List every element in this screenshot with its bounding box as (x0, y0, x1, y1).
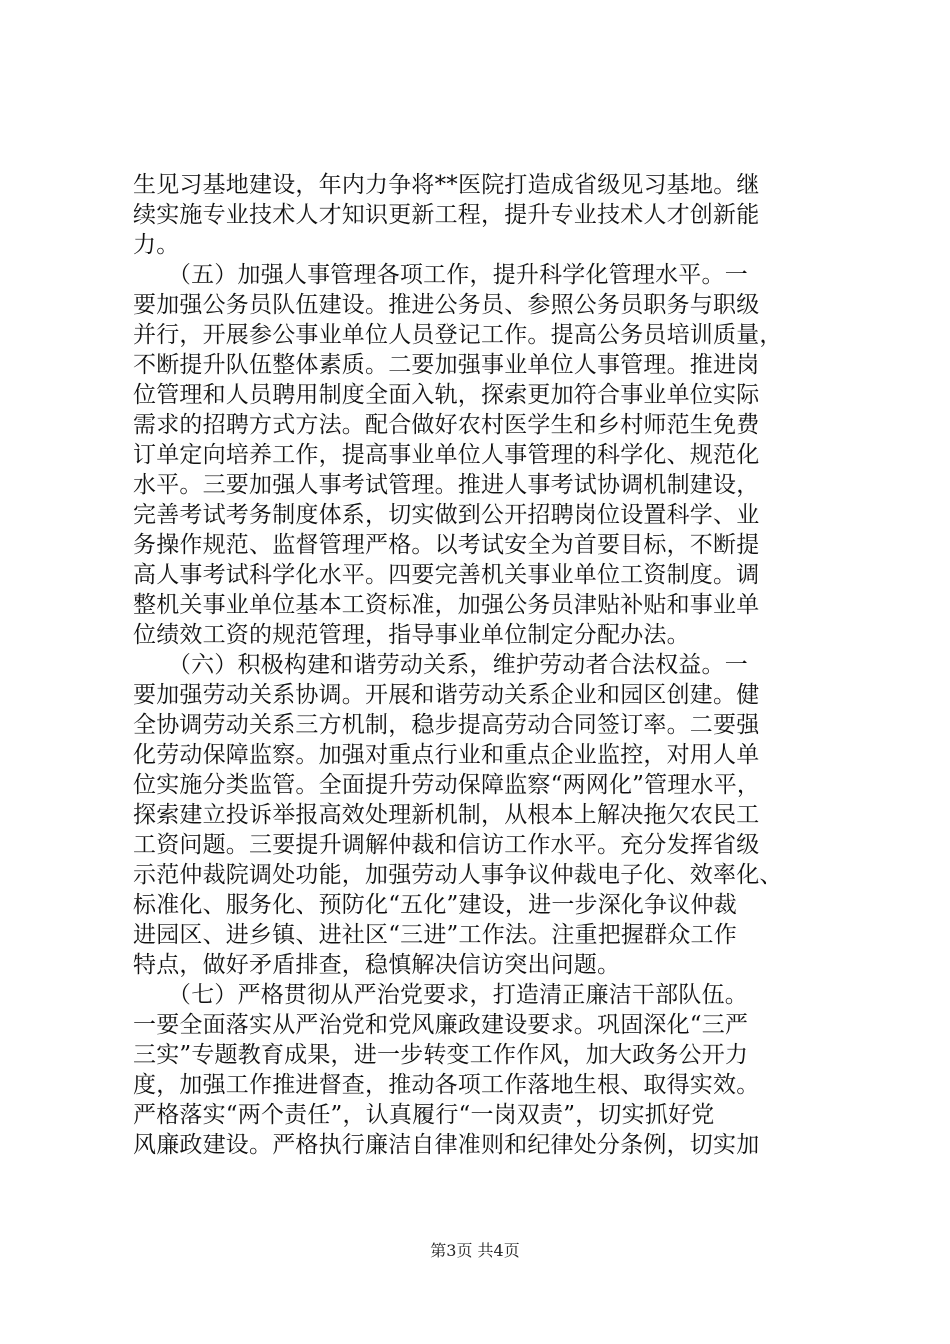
body-text (133, 170, 833, 1160)
text-line: 探索建立投诉举报高效处理新机制，从根本上解决拖欠农民工 (133, 802, 760, 828)
text-line: 不断提升队伍整体素质。二要加强事业单位人事管理。推进岗 (133, 352, 760, 378)
section-heading-line: （七）严格贯彻从严治党要求，打造清正廉洁干部队伍。 (133, 982, 748, 1008)
text-line: 要加强公务员队伍建设。推进公务员、参照公务员职务与职级 (133, 292, 760, 318)
text-line: 需求的招聘方式方法。配合做好农村医学生和乡村师范生免费 (133, 412, 760, 438)
text-line: 工资问题。三要提升调解仲裁和信访工作水平。充分发挥省级 (133, 832, 760, 858)
text-line: 严格落实“两个责任”，认真履行“一岗双责”，切实抓好党 (133, 1102, 715, 1128)
text-line: 要加强劳动关系协调。开展和谐劳动关系企业和园区创建。健 (133, 682, 760, 708)
text-line: 位管理和人员聘用制度全面入轨，探索更加符合事业单位实际 (133, 382, 760, 408)
text-line: 力。 (133, 232, 180, 258)
section-heading-line: （五）加强人事管理各项工作，提升科学化管理水平。一 (133, 262, 748, 288)
text-line: 水平。三要加强人事考试管理。推进人事考试协调机制建设， (133, 472, 760, 498)
text-line: 位绩效工资的规范管理，指导事业单位制定分配办法。 (133, 622, 690, 648)
text-line: 标准化、服务化、预防化“五化”建设，进一步深化争议仲裁 (133, 892, 737, 918)
text-line: 进园区、进乡镇、进社区“三进”工作法。注重把握群众工作 (133, 922, 737, 948)
text-line: 示范仲裁院调处功能，加强劳动人事争议仲裁电子化、效率化、 (133, 862, 783, 888)
text-line: 一要全面落实从严治党和党风廉政建设要求。巩固深化“三严 (133, 1012, 749, 1038)
section-heading-line: （六）积极构建和谐劳动关系，维护劳动者合法权益。一 (133, 652, 748, 678)
text-line: 订单定向培养工作，提高事业单位人事管理的科学化、规范化 (133, 442, 760, 468)
text-line: 并行，开展参公事业单位人员登记工作。提高公务员培训质量， (133, 322, 783, 348)
page-number-footer: 第3页 共4页 (430, 1241, 520, 1260)
text-line: 三实”专题教育成果，进一步转变工作作风，加大政务公开力 (133, 1042, 749, 1068)
text-line: 全协调劳动关系三方机制，稳步提高劳动合同签订率。二要强 (133, 712, 760, 738)
text-line: 高人事考试科学化水平。四要完善机关事业单位工资制度。调 (133, 562, 760, 588)
text-line: 特点，做好矛盾排查，稳慎解决信访突出问题。 (133, 952, 621, 978)
text-line: 生见习基地建设，年内力争将**医院打造成省级见习基地。继 (133, 172, 760, 198)
text-line: 化劳动保障监察。加强对重点行业和重点企业监控，对用人单 (133, 742, 760, 768)
text-line: 位实施分类监管。全面提升劳动保障监察“两网化”管理水平， (133, 772, 761, 798)
text-line: 完善考试考务制度体系，切实做到公开招聘岗位设置科学、业 (133, 502, 760, 528)
text-line: 整机关事业单位基本工资标准，加强公务员津贴补贴和事业单 (133, 592, 760, 618)
text-line: 度，加强工作推进督查，推动各项工作落地生根、取得实效。 (133, 1072, 760, 1098)
text-line: 务操作规范、监督管理严格。以考试安全为首要目标，不断提 (133, 532, 760, 558)
text-line: 风廉政建设。严格执行廉洁自律准则和纪律处分条例，切实加 (133, 1132, 760, 1158)
text-line: 续实施专业技术人才知识更新工程，提升专业技术人才创新能 (133, 202, 760, 228)
